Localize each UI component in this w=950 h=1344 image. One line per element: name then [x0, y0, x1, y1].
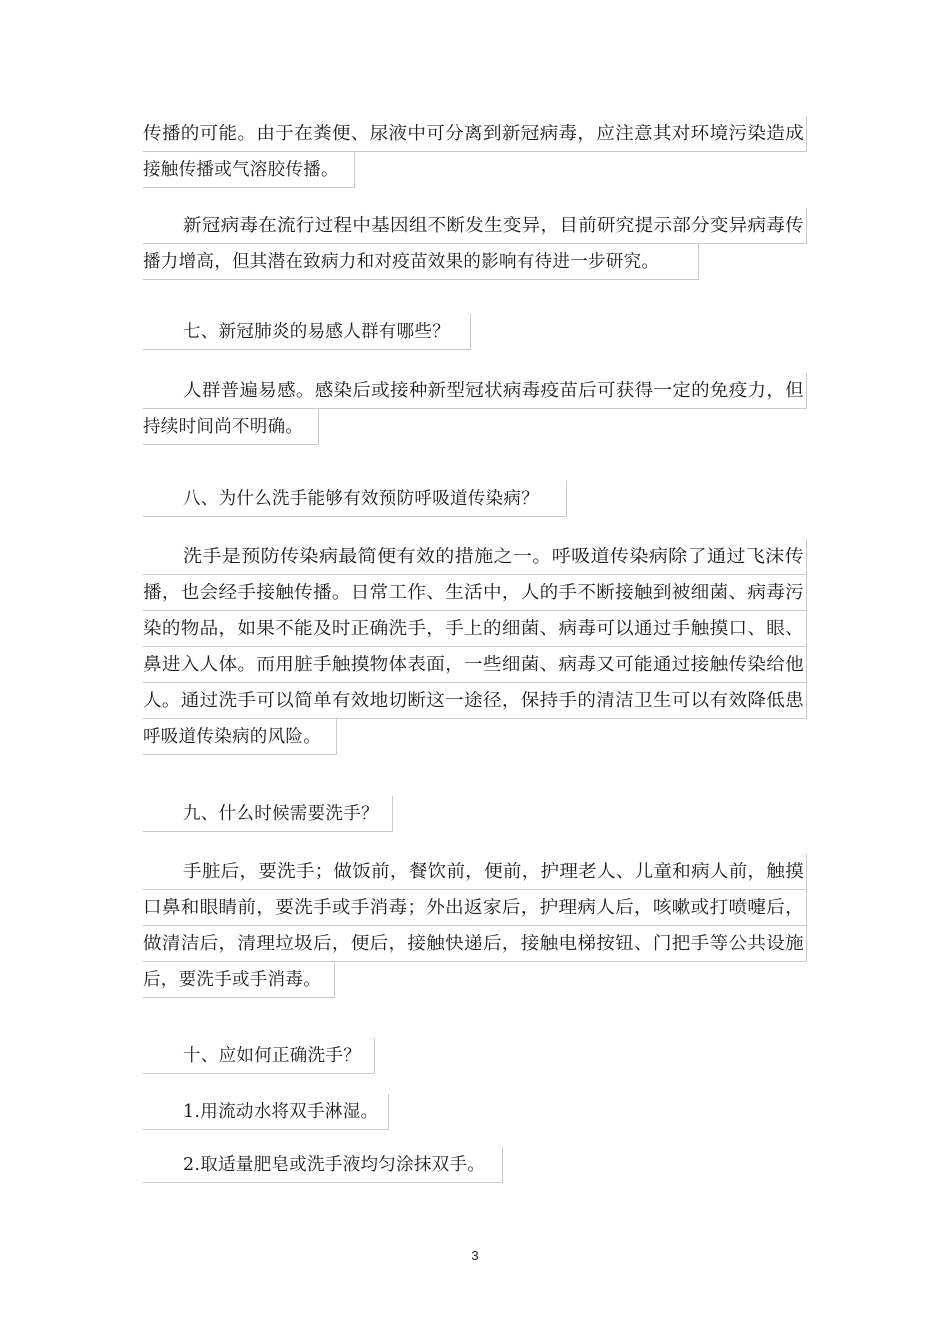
text-line: 染的物品，如果不能及时正确洗手，手上的细菌、病毒可以通过手触摸口、眼、 [143, 611, 807, 647]
text-line: 播，也会经手接触传播。日常工作、生活中，人的手不断接触到被细菌、病毒污 [143, 575, 807, 611]
paragraph-when-to-wash [143, 854, 807, 998]
step-line: 1.用流动水将双手淋湿。 [143, 1094, 389, 1130]
step-1 [143, 1094, 807, 1130]
text-line: 后，要洗手或手消毒。 [143, 962, 335, 998]
section-heading-9 [143, 796, 807, 832]
text-line: 呼吸道传染病的风险。 [143, 719, 337, 755]
heading-line: 七、新冠肺炎的易感人群有哪些？ [143, 314, 471, 350]
text-line: 接触传播或气溶胶传播。 [143, 152, 355, 188]
text-line: 持续时间尚不明确。 [143, 409, 319, 445]
text-line: 播力增高，但其潜在致病力和对疫苗效果的影响有待进一步研究。 [143, 244, 699, 280]
heading-line: 九、什么时候需要洗手？ [143, 796, 393, 832]
text-line: 人。通过洗手可以简单有效地切断这一途径，保持手的清洁卫生可以有效降低患 [143, 683, 807, 719]
text-line: 手脏后，要洗手；做饭前，餐饮前，便前，护理老人、儿童和病人前，触摸 [143, 854, 807, 890]
page-number: 3 [471, 1248, 479, 1263]
text-line: 鼻进入人体。而用脏手触摸物体表面，一些细菌、病毒又可能通过接触传染给他 [143, 647, 807, 683]
heading-line: 十、应如何正确洗手？ [143, 1038, 375, 1074]
text-line: 新冠病毒在流行过程中基因组不断发生变异，目前研究提示部分变异病毒传 [143, 208, 807, 244]
text-line: 口鼻和眼睛前，要洗手或手消毒；外出返家后，护理病人后，咳嗽或打喷嚏后， [143, 890, 807, 926]
text-line: 人群普遍易感。感染后或接种新型冠状病毒疫苗后可获得一定的免疫力，但 [143, 373, 807, 409]
paragraph-transmission-continued [143, 116, 807, 188]
section-heading-10 [143, 1038, 807, 1074]
section-heading-7 [143, 314, 807, 350]
text-line: 洗手是预防传染病最简便有效的措施之一。呼吸道传染病除了通过飞沫传 [143, 539, 807, 575]
text-line: 做清洁后，清理垃圾后，便后，接触快递后，接触电梯按钮、门把手等公共设施 [143, 926, 807, 962]
text-line: 传播的可能。由于在粪便、尿液中可分离到新冠病毒，应注意其对环境污染造成 [143, 116, 807, 152]
paragraph-handwashing-reason [143, 539, 807, 755]
paragraph-variants [143, 208, 807, 280]
section-heading-8 [143, 481, 807, 517]
heading-line: 八、为什么洗手能够有效预防呼吸道传染病？ [143, 481, 567, 517]
paragraph-susceptible [143, 373, 807, 445]
step-2 [143, 1147, 807, 1183]
step-line: 2.取适量肥皂或洗手液均匀涂抹双手。 [143, 1147, 503, 1183]
